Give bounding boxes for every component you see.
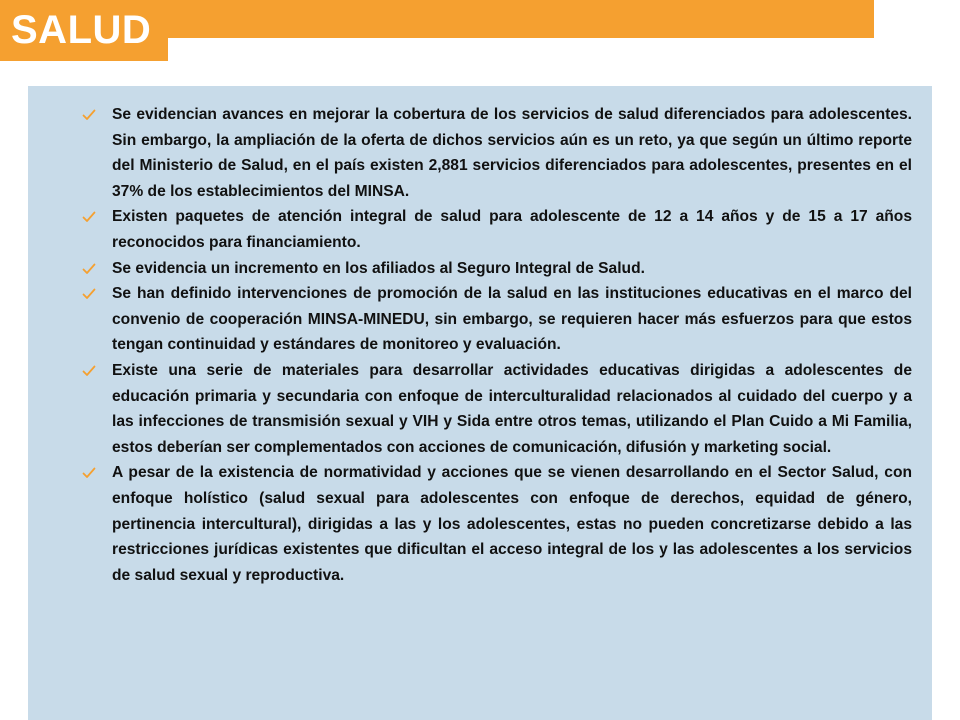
checkmark-icon <box>82 358 98 383</box>
list-item <box>112 256 912 282</box>
checkmark-icon <box>82 204 98 229</box>
checkmark-icon <box>82 460 98 485</box>
bullet-text: Se evidencian avances en mejorar la cobertura de los servicios de salud diferenciados para adolescentes. Sin embargo, la ampliación de la oferta de dichos servicios aún es un reto, ya que según un último reporte del Ministerio de Salud, en el país existen 2,881 servicios diferenciados para adolescentes, presentes en el 37% de los establecimientos del MINSA. <box>112 106 912 200</box>
bullet-text: Existe una serie de materiales para desarrollar actividades educativas dirigidas a adolescentes de educación primaria y secundaria con enfoque de interculturalidad relacionados al cuidado del cuerpo y a las infecciones de transmisión sexual y VIH y Sida entre otros temas, utilizando el Plan Cuido a Mi Familia, estos deberían ser complementados con acciones de comunicación, difusión y marketing social. <box>112 361 912 456</box>
checkmark-icon <box>82 256 98 281</box>
bullet-text: Existen paquetes de atención integral de salud para adolescente de 12 a 14 años y de 15 a 17 años reconocidos para financiamiento. <box>112 208 912 251</box>
bullet-text: Se han definido intervenciones de promoción de la salud en las instituciones educativas en el marco del convenio de cooperación MINSA-MINEDU, sin embargo, se requieren hacer más esfuerzos para que estos tengan continuidad y estándares de monitoreo y evaluación. <box>112 285 912 354</box>
list-item <box>112 358 912 460</box>
title-bar <box>168 0 874 38</box>
list-item <box>112 102 912 204</box>
checkmark-icon <box>82 102 98 127</box>
bullet-text: Se evidencia un incremento en los afiliados al Seguro Integral de Salud. <box>112 259 645 277</box>
bullet-text: A pesar de la existencia de normatividad y acciones que se vienen desarrollando en el Sector Salud, con enfoque holístico (salud sexual para adolescentes con enfoque de derechos, equidad de género, pertinencia intercultural), dirigidas a las y los adolescentes, estas no pueden concretizarse debido a las restricciones jurídicas existentes que dificultan el acceso integral de los y las adolescentes a los servicios de salud sexual y reproductiva. <box>112 464 912 584</box>
list-item <box>112 460 912 588</box>
bullet-list <box>112 102 912 588</box>
list-item <box>112 281 912 358</box>
checkmark-icon <box>82 281 98 306</box>
page-title: SALUD <box>11 8 152 52</box>
title-block <box>0 0 168 61</box>
list-item <box>112 204 912 255</box>
